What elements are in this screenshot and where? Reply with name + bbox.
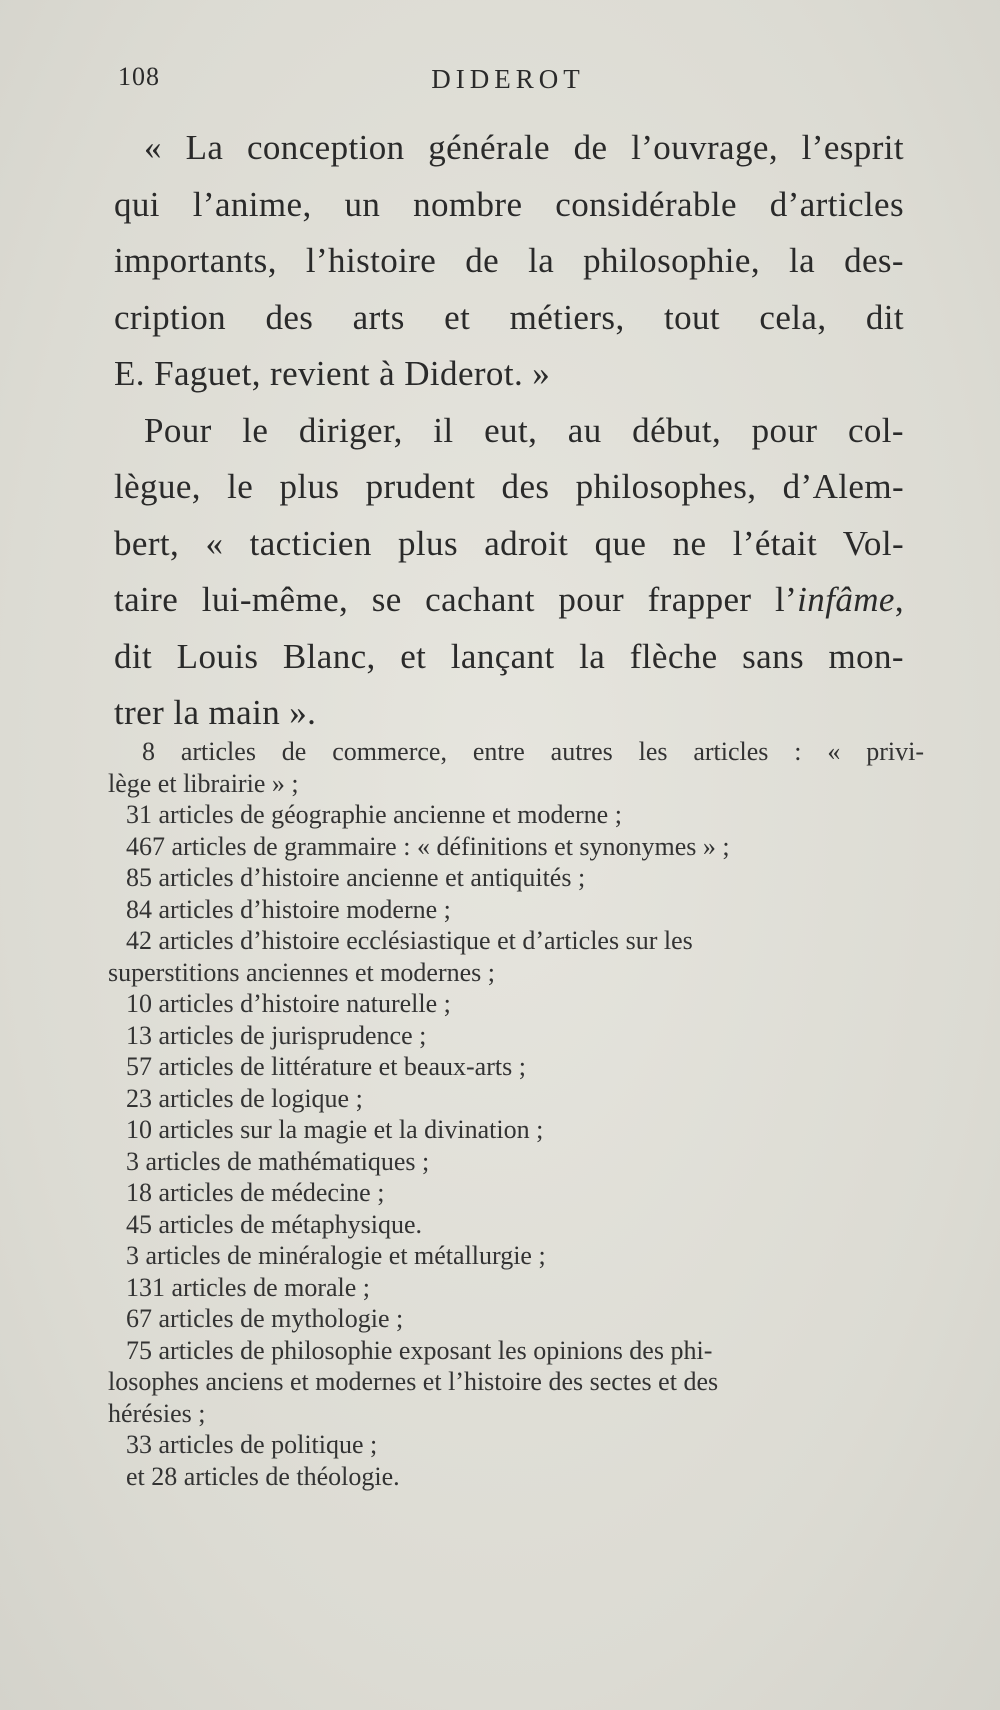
- text-fragment: taire lui-même, se cachant pour frapper l’: [114, 580, 798, 619]
- main-text: [114, 120, 904, 742]
- footnote-line: 10 articles d’histoire naturelle ;: [126, 989, 451, 1018]
- footnote-line: losophes anciens et modernes et l’histoire des sectes et des: [108, 1367, 719, 1396]
- footnote-line: 67 articles de mythologie ;: [126, 1304, 404, 1333]
- text-line: bert, « tacticien plus adroit que ne l’était Vol-: [114, 523, 904, 563]
- footnote-line: 8 articles de commerce, entre autres les articles : « privi-: [142, 737, 924, 766]
- footnote-line: 13 articles de jurisprudence ;: [126, 1020, 427, 1050]
- footnote-line: superstitions anciennes et modernes ;: [108, 957, 496, 987]
- footnote-line: 3 articles de minéralogie et métallurgie ;: [126, 1241, 546, 1270]
- text-line: importants, l’histoire de la philosophie, la des-: [114, 241, 904, 280]
- italic-word: infâme: [797, 580, 895, 619]
- footnote-line: 84 articles d’histoire moderne ;: [126, 894, 451, 924]
- footnote-line: 18 articles de médecine ;: [126, 1178, 385, 1207]
- text-line: cription des arts et métiers, tout cela, dit: [114, 297, 904, 337]
- page-header: [118, 62, 898, 102]
- text-line: qui l’anime, un nombre considérable d’articles: [114, 184, 904, 224]
- footnote-line: 85 articles d’histoire ancienne et antiquités ;: [126, 863, 586, 892]
- running-head: DIDEROT: [431, 64, 585, 94]
- footnote-line: 42 articles d’histoire ecclésiastique et d’articles sur les: [126, 926, 693, 955]
- text-line: E. Faguet, revient à Diderot. »: [114, 354, 551, 393]
- footnote-line: 131 articles de morale ;: [126, 1272, 371, 1302]
- paragraph-quote: [114, 120, 904, 403]
- text-line: « La conception générale de l’ouvrage, l’esprit: [144, 128, 904, 167]
- paragraph-alembert: [114, 403, 904, 742]
- text-line: lègue, le plus prudent des philosophes, d’Alem-: [114, 467, 904, 506]
- footnote-line: 33 articles de politique ;: [126, 1430, 378, 1459]
- text-line-italic: [114, 572, 904, 629]
- footnote-list: [108, 736, 924, 1492]
- text-fragment: ,: [894, 580, 904, 619]
- footnote-line: 57 articles de littérature et beaux-arts ;: [126, 1052, 526, 1081]
- footnote-line: 75 articles de philosophie exposant les opinions des phi-: [126, 1335, 713, 1365]
- footnote-line: hérésies ;: [108, 1398, 206, 1428]
- footnote-line: 10 articles sur la magie et la divination ;: [126, 1115, 544, 1144]
- text-line: Pour le diriger, il eut, au début, pour col-: [144, 410, 904, 450]
- footnote-line: 45 articles de métaphysique.: [126, 1209, 423, 1239]
- text-line: trer la main ».: [114, 693, 317, 732]
- footnote-line: et 28 articles de théologie.: [126, 1461, 400, 1491]
- page-number: 108: [118, 62, 160, 91]
- footnote-line: 23 articles de logique ;: [126, 1083, 363, 1113]
- footnote-line: 31 articles de géographie ancienne et moderne ;: [126, 800, 622, 829]
- footnote-line: lège et librairie » ;: [108, 768, 299, 798]
- footnote-line: 3 articles de mathématiques ;: [126, 1146, 430, 1176]
- text-line: dit Louis Blanc, et lançant la flèche sans mon-: [114, 636, 904, 676]
- footnote-line: 467 articles de grammaire : « définitions et synonymes » ;: [126, 831, 730, 861]
